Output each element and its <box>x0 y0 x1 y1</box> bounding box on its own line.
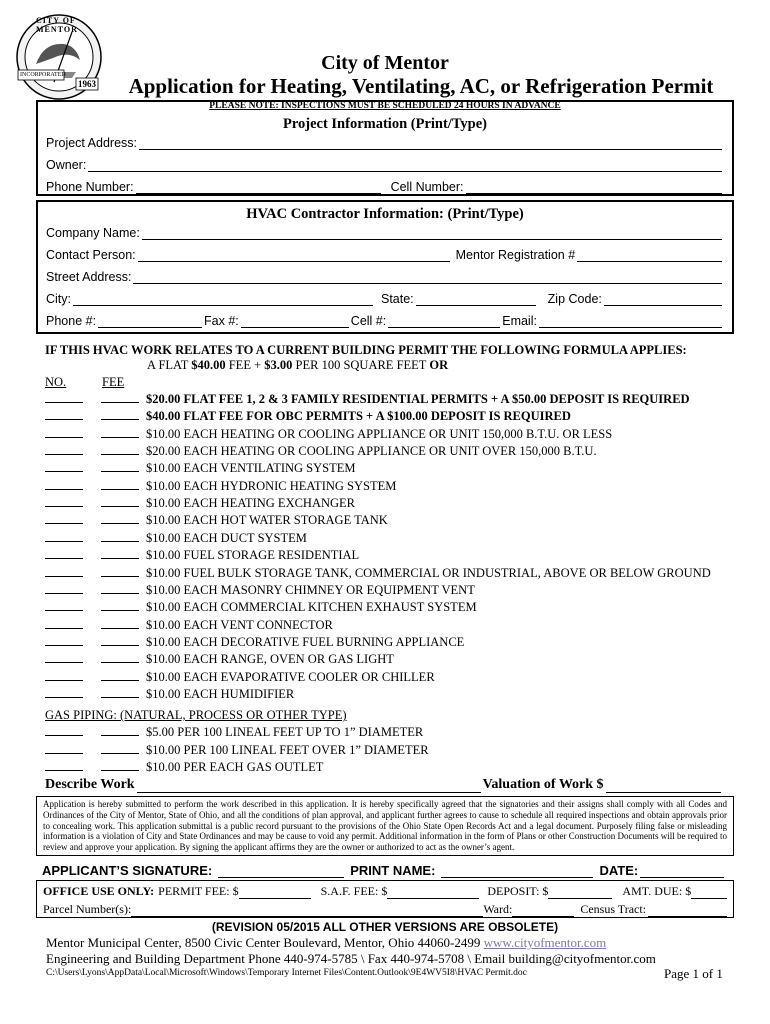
ward-label: Ward: <box>483 902 513 916</box>
fax-field[interactable] <box>241 317 349 328</box>
state-label: State: <box>381 292 414 306</box>
fee-item-label: $10.00 EACH HOT WATER STORAGE TANK <box>146 513 388 528</box>
describe-label: Describe Work <box>45 777 135 792</box>
quantity-blank[interactable] <box>45 583 83 594</box>
phone-field[interactable] <box>136 183 381 194</box>
fee-item-row <box>45 582 475 600</box>
quantity-blank[interactable] <box>45 479 83 490</box>
fee-blank[interactable] <box>101 652 139 663</box>
legal-box <box>36 796 734 856</box>
fee-item-row <box>45 478 397 496</box>
cell-field[interactable] <box>466 183 723 194</box>
fee-blank[interactable] <box>101 743 139 754</box>
signature-row <box>36 863 734 878</box>
fee-item-label: $10.00 EACH VENTILATING SYSTEM <box>146 461 356 476</box>
gas-item-label: $10.00 PER EACH GAS OUTLET <box>146 760 324 774</box>
census-field[interactable] <box>648 906 727 917</box>
city-field[interactable] <box>73 295 373 306</box>
col-fee: FEE <box>102 375 125 389</box>
quantity-blank[interactable] <box>45 687 83 698</box>
fee-item-label: $10.00 EACH HYDRONIC HEATING SYSTEM <box>146 478 397 493</box>
fee-item-row <box>45 444 597 461</box>
fee-blank[interactable] <box>101 635 139 646</box>
date-label: DATE: <box>599 863 639 878</box>
gas-heading: GAS PIPING: (NATURAL, PROCESS OR OTHER TYPE) <box>45 708 347 722</box>
file-path: C:\Users\Lyons\AppData\Local\Microsoft\Windows\Temporary Internet Files\Content.Outlook\9E4WV5I8\HVAC Permit.doc <box>46 968 527 978</box>
fee-item-label: $40.00 FLAT FEE FOR OBC PERMITS + A $100.00 DEPOSIT IS REQUIRED <box>146 409 571 424</box>
fee-item-label: $10.00 EACH HEATING OR COOLING APPLIANCE OR UNIT 150,000 B.T.U. OR LESS <box>146 426 613 441</box>
fee-item-row <box>45 530 307 548</box>
fee-item-row <box>45 409 571 426</box>
fee-blank[interactable] <box>101 566 139 577</box>
fee-item-row <box>45 496 356 513</box>
fee-item-label: $10.00 EACH HEATING EXCHANGER <box>146 496 356 511</box>
email-label: Email: <box>502 314 537 328</box>
permit-fee-label: PERMIT FEE: $ <box>158 884 239 898</box>
project-address-field[interactable] <box>139 139 722 150</box>
print-name-label: PRINT NAME: <box>350 863 436 878</box>
fee-blank[interactable] <box>101 513 139 524</box>
fee-item-label: $20.00 FLAT FEE 1, 2 & 3 FAMILY RESIDENTIAL PERMITS + A $50.00 DEPOSIT IS REQUIRED <box>146 392 690 406</box>
saf-fee-label: S.A.F. FEE: $ <box>320 884 388 898</box>
describe-field[interactable] <box>137 780 481 793</box>
fee-item-label: $10.00 EACH RANGE, OVEN OR GAS LIGHT <box>146 652 394 667</box>
city-title: City of Mentor <box>321 52 449 74</box>
formula-post: PER 100 SQUARE FEET <box>292 358 430 372</box>
valuation-label: Valuation of Work $ <box>482 777 604 792</box>
gas-item-row <box>45 725 424 742</box>
col-no: NO. <box>45 375 67 389</box>
fee-blank[interactable] <box>101 427 139 438</box>
ward-field[interactable] <box>512 906 574 917</box>
state-field[interactable] <box>416 295 536 306</box>
owner-row <box>46 158 724 172</box>
company-label: Company Name: <box>46 226 140 240</box>
fee-blank[interactable] <box>101 725 139 736</box>
office-fee-row <box>43 884 727 899</box>
fee-blank[interactable] <box>101 461 139 472</box>
quantity-blank[interactable] <box>45 635 83 646</box>
legal-text: Application is hereby submitted to perform the work described in this application. It is hereby specifically agreed that the signatories and their assigns shall comply with all Codes and Ordinances of the City of Mentor, State of Ohio, and all the conditions of plan approval, and applicant further agrees to cause to schedule all required inspections and obtain approvals prior to concealing work. This application submittal is a public record pursuant to the provisions of the Ohio State Open Records Act and a legal document. Purposely filing false or misleading information is a violation of City and State Ordinances and may be cause to void any permit. Additional information in the form of Plans or other Construction Documents will be required to review and approve your application. By signing the applicant affirms they are the owner or authorized to act as the owner’s agent. <box>43 799 727 853</box>
quantity-blank[interactable] <box>45 652 83 663</box>
fee-item-row <box>45 461 356 478</box>
saf-fee-field[interactable] <box>387 888 479 899</box>
phone-row <box>46 180 724 194</box>
fee-item-row <box>45 669 435 687</box>
fee-blank[interactable] <box>101 392 139 403</box>
quantity-blank[interactable] <box>45 725 83 736</box>
project-info-box <box>36 100 734 196</box>
contact-numbers-row <box>46 314 724 328</box>
contact-row <box>46 248 724 262</box>
fee-blank[interactable] <box>101 479 139 490</box>
fee-item-label: $10.00 EACH HUMIDIFIER <box>146 686 295 701</box>
department-line: Engineering and Building Department Phone 440-974-5785 \ Fax 440-974-5708 \ Email building@cityofmentor.com <box>46 951 656 966</box>
fee-item-label: $10.00 EACH COMMERCIAL KITCHEN EXHAUST SYSTEM <box>146 600 477 615</box>
street-label: Street Address: <box>46 270 132 284</box>
quantity-blank[interactable] <box>45 392 83 403</box>
formula-pre: A FLAT <box>147 358 192 372</box>
fee-item-label: $10.00 EACH DUCT SYSTEM <box>146 530 307 545</box>
revision-note: (REVISION 05/2015 ALL OTHER VERSIONS ARE OBSOLETE) <box>211 920 559 934</box>
valuation-field[interactable] <box>606 780 721 793</box>
deposit-label: DEPOSIT: $ <box>487 884 549 898</box>
fee-item-row <box>45 513 388 530</box>
deposit-field[interactable] <box>548 888 612 899</box>
quantity-blank[interactable] <box>45 618 83 629</box>
zip-label: Zip Code: <box>547 292 602 306</box>
contractor-info-box <box>36 200 734 334</box>
fee-item-row <box>45 426 613 444</box>
page-number: Page 1 of 1 <box>664 966 723 981</box>
registration-label: Mentor Registration # <box>455 248 576 262</box>
quantity-blank[interactable] <box>45 760 83 771</box>
zip-field[interactable] <box>604 295 722 306</box>
fee-blank[interactable] <box>101 600 139 611</box>
gas-item-label: $5.00 PER 100 LINEAL FEET UP TO 1” DIAMETER <box>146 725 424 739</box>
fee-item-label: $20.00 EACH HEATING OR COOLING APPLIANCE OR UNIT OVER 150,000 B.T.U. <box>146 444 597 459</box>
fee-item-row <box>45 686 295 704</box>
quantity-blank[interactable] <box>45 566 83 577</box>
company-row <box>46 226 724 240</box>
parcel-field[interactable] <box>131 906 483 917</box>
quantity-blank[interactable] <box>45 496 83 507</box>
contact-field[interactable] <box>138 251 450 262</box>
quantity-blank[interactable] <box>45 513 83 524</box>
fee-item-row <box>45 617 333 635</box>
formula-rate: $3.00 <box>264 358 293 372</box>
quantity-blank[interactable] <box>45 444 83 455</box>
formula-line2 <box>147 358 448 373</box>
address-text: Mentor Municipal Center, 8500 Civic Center Boulevard, Mentor, Ohio 44060-2499 <box>46 935 484 950</box>
quantity-blank[interactable] <box>45 743 83 754</box>
contractor-cell-field[interactable] <box>388 317 500 328</box>
project-address-row <box>46 136 724 150</box>
fee-item-label: $10.00 EACH EVAPORATIVE COOLER OR CHILLER <box>146 669 435 684</box>
gas-item-row <box>45 742 429 760</box>
street-row <box>46 270 724 284</box>
registration-field[interactable] <box>577 251 722 262</box>
fee-item-label: $10.00 FUEL STORAGE RESIDENTIAL <box>146 548 360 563</box>
quantity-blank[interactable] <box>45 670 83 681</box>
fee-item-row <box>45 634 465 652</box>
inspection-note: PLEASE NOTE: INSPECTIONS MUST BE SCHEDULED 24 HOURS IN ADVANCE <box>209 101 561 111</box>
formula-mid: FEE + <box>225 358 265 372</box>
describe-row <box>45 777 721 793</box>
street-field[interactable] <box>133 273 722 284</box>
owner-field[interactable] <box>88 161 722 172</box>
amt-due-label: AMT. DUE: $ <box>622 884 692 898</box>
fee-item-row <box>45 652 394 669</box>
quantity-blank[interactable] <box>45 427 83 438</box>
formula-or: OR <box>429 358 449 372</box>
seal-year: 1963 <box>78 79 96 89</box>
fee-blank[interactable] <box>101 583 139 594</box>
company-field[interactable] <box>142 229 722 240</box>
fee-blank[interactable] <box>101 618 139 629</box>
fee-blank[interactable] <box>101 548 139 559</box>
project-address-label: Project Address: <box>46 136 138 150</box>
fee-item-row <box>45 392 690 409</box>
city-label: City: <box>46 292 71 306</box>
seal-incorporated: INCORPORATED <box>20 72 66 78</box>
office-box <box>36 880 734 918</box>
owner-label: Owner: <box>46 158 87 172</box>
contractor-phone-field[interactable] <box>98 317 202 328</box>
office-parcel-row <box>43 902 727 917</box>
formula-line1: IF THIS HVAC WORK RELATES TO A CURRENT BUILDING PERMIT THE FOLLOWING FORMULA APPLIES: <box>45 343 687 357</box>
page-title: Application for Heating, Ventilating, AC, or Refrigeration Permit <box>128 74 714 98</box>
quantity-blank[interactable] <box>45 531 83 542</box>
address-line <box>46 935 606 951</box>
gas-item-label: $10.00 PER 100 LINEAL FEET OVER 1” DIAMETER <box>146 742 429 757</box>
signature-label: APPLICANT’S SIGNATURE: <box>42 863 213 878</box>
formula-flat: $40.00 <box>191 358 226 372</box>
quantity-blank[interactable] <box>45 409 83 420</box>
contractor-cell-label: Cell #: <box>350 314 387 328</box>
fee-blank[interactable] <box>101 670 139 681</box>
amt-due-field[interactable] <box>691 888 727 899</box>
signature-field[interactable] <box>218 865 344 878</box>
cell-label: Cell Number: <box>390 180 464 194</box>
quantity-blank[interactable] <box>45 600 83 611</box>
phone-hash-label: Phone #: <box>46 314 97 328</box>
date-field[interactable] <box>640 865 724 878</box>
contact-label: Contact Person: <box>46 248 136 262</box>
parcel-label: Parcel Number(s): <box>43 902 132 916</box>
fee-blank[interactable] <box>101 531 139 542</box>
website-link[interactable]: www.cityofmentor.com <box>483 935 607 950</box>
fee-blank[interactable] <box>101 444 139 455</box>
fee-blank[interactable] <box>101 687 139 698</box>
phone-label: Phone Number: <box>46 180 134 194</box>
fee-blank[interactable] <box>101 409 139 420</box>
gas-item-row <box>45 760 324 777</box>
fee-item-label: $10.00 EACH VENT CONNECTOR <box>146 617 333 632</box>
office-use-label: OFFICE USE ONLY: <box>43 884 155 898</box>
fee-item-label: $10.00 EACH MASONRY CHIMNEY OR EQUIPMENT VENT <box>146 582 475 597</box>
fee-item-row <box>45 548 360 565</box>
quantity-blank[interactable] <box>45 548 83 559</box>
fax-label: Fax #: <box>204 314 239 328</box>
fee-blank[interactable] <box>101 496 139 507</box>
email-field[interactable] <box>539 317 722 328</box>
fee-item-label: $10.00 FUEL BULK STORAGE TANK, COMMERCIAL OR INDUSTRIAL, ABOVE OR BELOW GROUND <box>146 565 711 580</box>
contractor-heading: HVAC Contractor Information: (Print/Type) <box>246 206 524 222</box>
permit-fee-field[interactable] <box>239 888 311 899</box>
project-heading: Project Information (Print/Type) <box>282 116 488 132</box>
quantity-blank[interactable] <box>45 461 83 472</box>
census-label: Census Tract: <box>580 902 647 916</box>
fee-blank[interactable] <box>101 760 139 771</box>
seal-text: CITY OF MENTOR <box>36 16 78 34</box>
fee-item-row <box>45 565 711 583</box>
fee-item-row <box>45 600 477 617</box>
print-name-field[interactable] <box>441 865 593 878</box>
city-row <box>46 292 724 306</box>
fee-item-label: $10.00 EACH DECORATIVE FUEL BURNING APPLIANCE <box>146 634 465 649</box>
